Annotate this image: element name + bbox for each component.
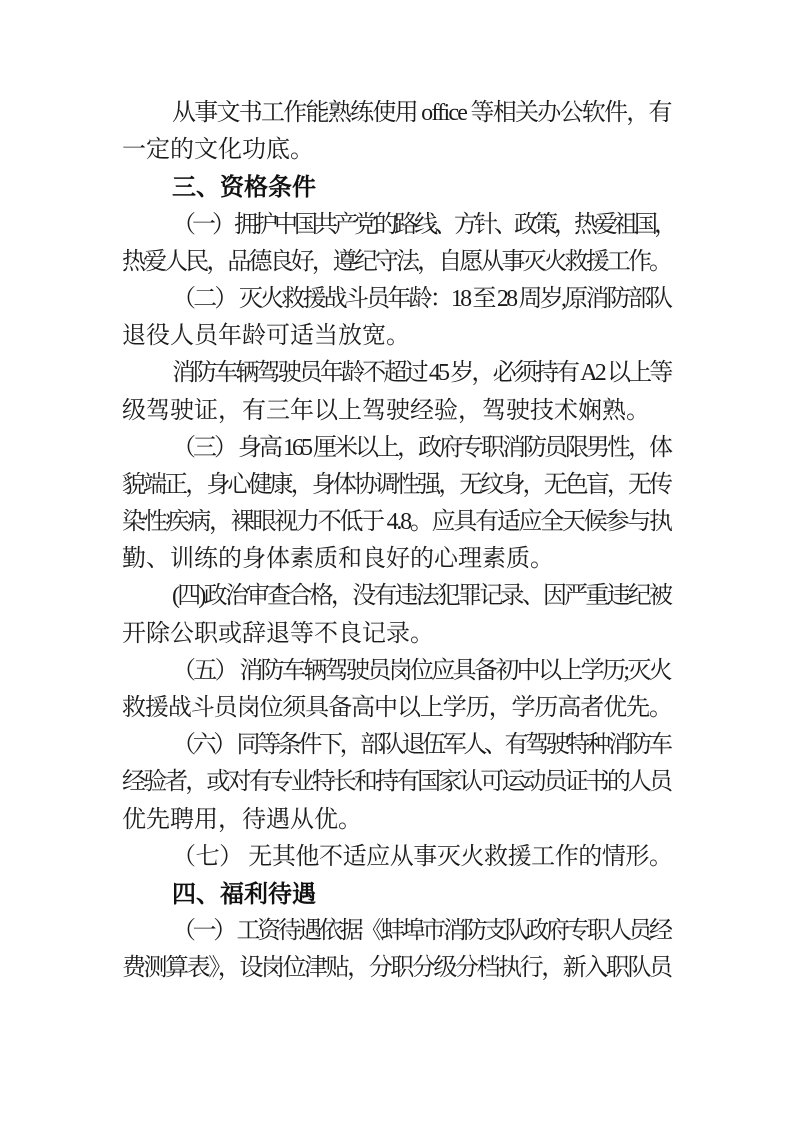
- text-line: （六） 同等条件下，部队退伍军人、有驾驶特种消防车: [172, 732, 670, 759]
- text-line: (四)政治审查合格，没有违法犯罪记录、因严重违纪被: [172, 583, 671, 610]
- text-line: （一） 工资待遇依据《蚌埠市消防支队政府专职人员经: [172, 918, 670, 945]
- text-line: 经验者，或对有专业特长和持有国家认可运动员证书的人员: [122, 769, 671, 796]
- section-heading-benefits: 四、福利待遇: [172, 880, 316, 908]
- text-line: 一定的文化功底。: [122, 137, 314, 164]
- text-line: 从事文书工作能熟练使用 office 等相关办公软件，有: [172, 100, 671, 126]
- text-line: 勤、训练的身体素质和良好的心理素质。: [122, 546, 554, 573]
- text-line: 开除公职或辞退等不良记录。: [122, 620, 434, 647]
- text-line: 退役人员年龄可适当放宽。: [122, 323, 410, 350]
- text-line: 染性疾病，裸眼视力不低于 4.8。应具有适应全天候参与执: [122, 509, 671, 536]
- text-line: 热爱人民，品德良好，遵纪守法，自愿从事灭火救援工作。: [122, 248, 671, 275]
- text-line: 优先聘用，待遇从优。: [122, 806, 362, 833]
- text-line: 级驾驶证，有三年以上驾驶经验，驾驶技术娴熟。: [122, 397, 650, 424]
- text-line: 费测算表》，设岗位津贴，分职分级分档执行，新入职队员: [122, 955, 671, 982]
- text-line: （一） 拥护中国共产党的路线、方针、政策，热爱祖国，: [172, 211, 674, 238]
- document-text-block: [122, 95, 673, 988]
- text-line: 消防车辆驾驶员年龄不超过 45 岁，必须持有 A2 以上等: [172, 360, 671, 387]
- text-line: （三） 身高 165 厘米以上，政府专职消防员限男性，体: [172, 434, 670, 461]
- text-line: （二） 灭火救援战斗员年龄：18 至 28 周岁,原消防部队: [172, 285, 671, 312]
- text-line: （七） 无其他不适应从事灭火救援工作的情形。: [172, 843, 673, 870]
- text-line: 貌端正，身心健康，身体协调性强，无纹身，无色盲，无传: [122, 471, 671, 498]
- text-line: 救援战斗员岗位须具备高中以上学历，学历高者优先。: [122, 695, 672, 721]
- section-heading-qualifications: 三、资格条件: [172, 174, 316, 202]
- text-line: （五） 消防车辆驾驶员岗位应具备初中以上学历;灭火: [172, 657, 670, 684]
